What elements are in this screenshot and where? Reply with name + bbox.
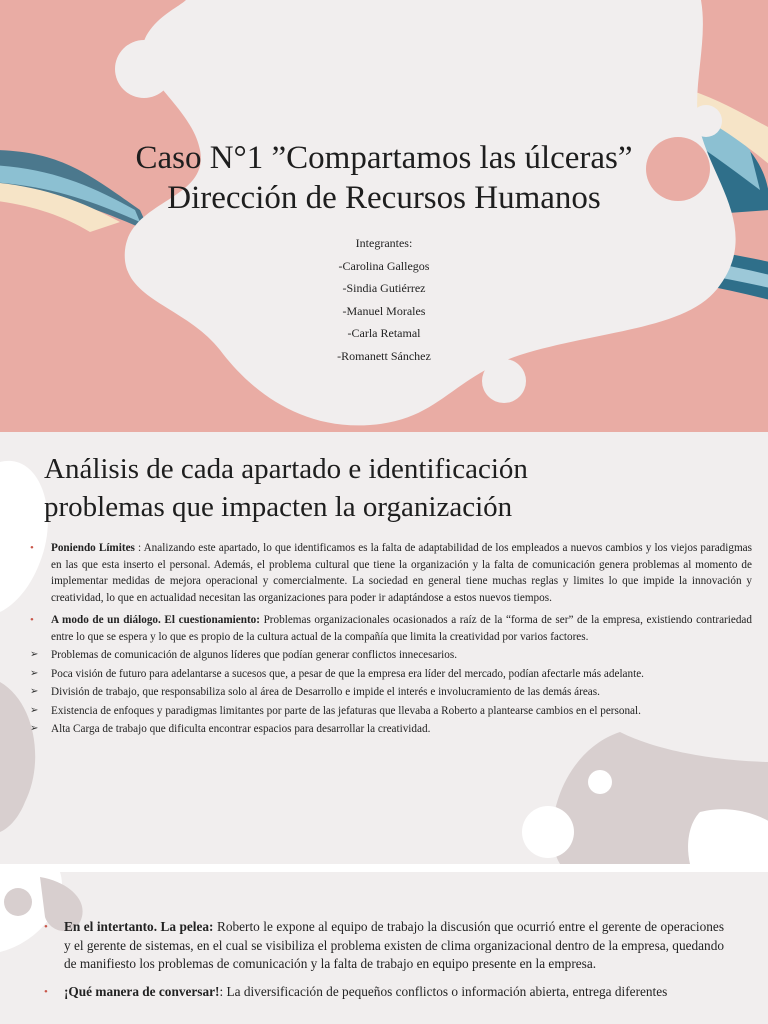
member-name: -Carolina Gallegos	[338, 258, 430, 273]
list-item	[46, 918, 724, 974]
list-item	[30, 684, 752, 701]
item-title: En el intertanto. La pelea:	[64, 919, 214, 934]
bullet-marker: •	[30, 542, 34, 554]
item-text: Problemas de comunicación de algunos líderes que podían generar conflictos innecesarios.	[51, 649, 458, 661]
heading-line-2: problemas que impacten la organización	[44, 491, 513, 523]
item-text: División de trabajo, que responsabiliza solo al área de Desarrollo e impide el interés e involucramiento de las demás áreas.	[51, 686, 600, 698]
item-text: Existencia de enfoques y paradigmas limitantes por parte de las jefaturas que llevaba a Roberto a plantearse cambios en el personal.	[51, 704, 641, 717]
item-text: Poca visión de futuro para adelantarse a sucesos que, a pesar de que la empresa era líder del mercado, podían afectarle más adelante.	[51, 667, 644, 680]
list-item	[30, 612, 752, 645]
heading-line-1: Análisis de cada apartado e identificación	[44, 453, 528, 485]
continuation-slide	[0, 872, 768, 1024]
arrow-marker: ➢	[30, 667, 39, 679]
list-item	[30, 703, 752, 720]
item-text: : La diversificación de pequeños conflictos o información abierta, entrega diferentes	[219, 983, 668, 999]
analysis-list	[30, 540, 752, 738]
list-item	[30, 721, 752, 738]
member-name: -Sindia Gutiérrez	[342, 281, 426, 295]
member-name: -Romanett Sánchez	[337, 348, 431, 363]
title-line-1: Caso N°1 ”Compartamos las úlceras”	[135, 140, 633, 176]
list-item	[30, 666, 752, 683]
list-item	[46, 983, 724, 1002]
members-label: Integrantes:	[355, 236, 413, 250]
arrow-marker: ➢	[30, 649, 39, 660]
slide-separator	[0, 864, 768, 872]
item-title: ¡Qué manera de conversar!	[64, 983, 220, 999]
section-heading	[44, 450, 734, 526]
title-slide	[0, 0, 768, 432]
item-title: Poniendo Límites	[51, 542, 135, 554]
bullet-marker: •	[44, 985, 48, 998]
member-name: -Manuel Morales	[342, 303, 426, 318]
item-text: Roberto le expone al equipo de trabajo la discusión que ocurrió entre el gerente de operaciones y el gerente de sistemas, en el cual se visibiliza el problema existen de clima organizacional dentro de la empresa, quedando de manifiesto los problemas de comunicación y la falta de trabajo en equipo presente en la empresa.	[64, 919, 724, 971]
title-line-2: Dirección de Recursos Humanos	[167, 180, 601, 216]
list-item	[30, 647, 752, 664]
list-item	[30, 540, 752, 606]
item-text: Alta Carga de trabajo que dificulta encontrar espacios para desarrollar la creatividad.	[51, 723, 431, 735]
item-title: A modo de un diálogo. El cuestionamiento:	[51, 614, 260, 626]
item-text: Problemas organizacionales ocasionados a raíz de la “forma de ser” de la empresa, existiendo contrariedad entre lo que se espera y lo que es propio de la cultura actual de la compañía que limita la creatividad por varios factores.	[51, 614, 752, 643]
arrow-marker: ➢	[30, 723, 39, 734]
analysis-slide	[0, 432, 768, 864]
bullet-marker: •	[30, 614, 34, 626]
continuation-list	[46, 918, 724, 1001]
arrow-marker: ➢	[30, 686, 39, 697]
members-list	[250, 232, 518, 367]
member-name: -Carla Retamal	[347, 326, 421, 340]
slide-title	[80, 138, 688, 218]
item-text: : Analizando este apartado, lo que identificamos es la falta de adaptabilidad de los empleados a nuevos cambios y los viejos paradigmas en las que esta inserto el personal. Además, el problema cultural que tiene la organización y la falta de comunicación genera problemas al momento de implementar medidas de mejora operacional y comercialmente. La sociedad en general tiene muchas reglas y limites lo que impide la innovación y creatividad, lo que en actualidad necesitan las organizaciones para poder ir adaptándose a estos nuevos tiempos.	[51, 542, 752, 604]
arrow-marker: ➢	[30, 704, 39, 716]
bullet-marker: •	[44, 921, 48, 933]
